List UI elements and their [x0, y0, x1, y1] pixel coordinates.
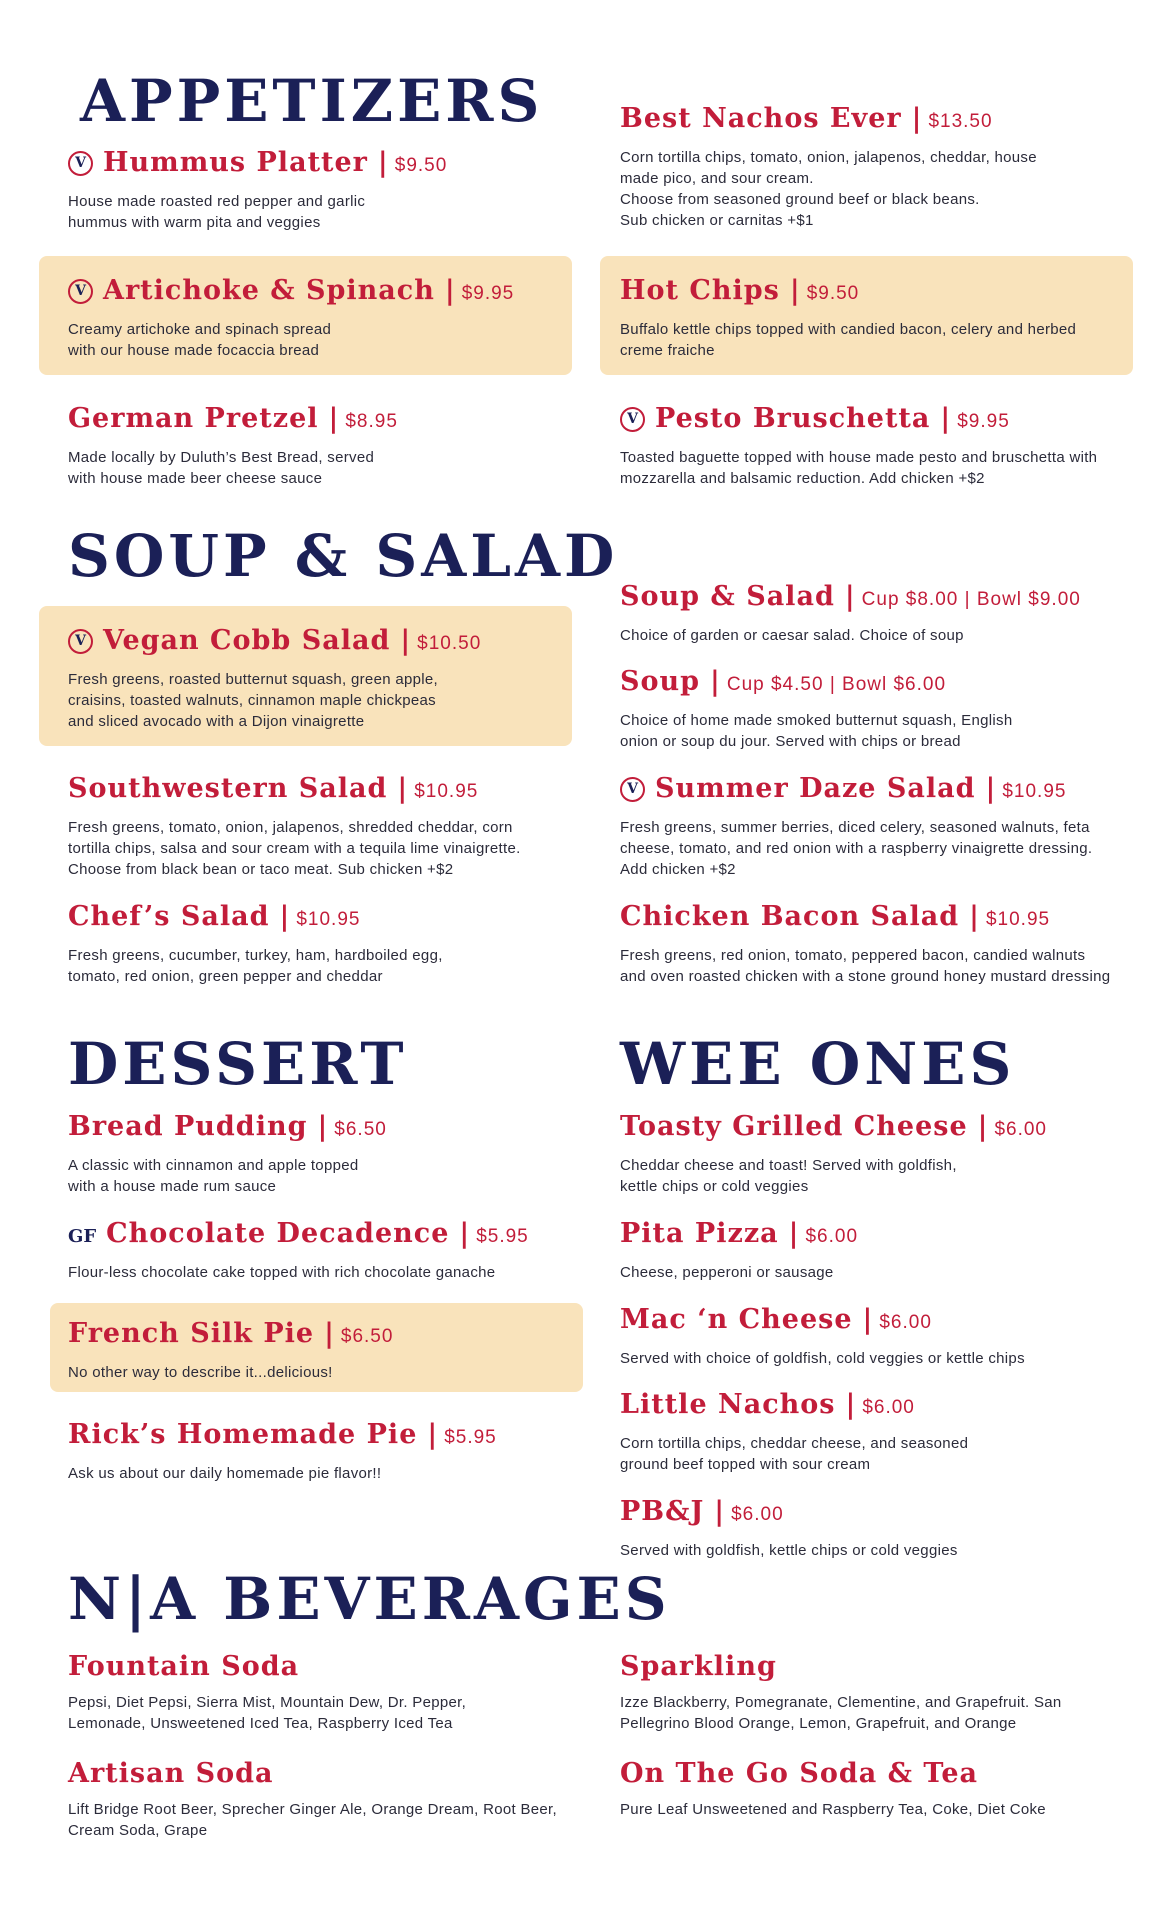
- description-line: creme fraiche: [620, 342, 715, 359]
- description-line: Flour-less chocolate cake topped with rich chocolate ganache: [68, 1264, 496, 1281]
- item-name: Pesto Bruschetta: [655, 403, 931, 434]
- description-line: Cream Soda, Grape: [68, 1822, 208, 1839]
- vegetarian-icon: V: [620, 407, 645, 432]
- description-line: A classic with cinnamon and apple topped: [68, 1157, 359, 1174]
- description-line: Izze Blackberry, Pomegranate, Clementine, and Grapefruit. San: [620, 1694, 1062, 1711]
- item-price: $6.00: [879, 1312, 932, 1333]
- item-heading: [620, 102, 1140, 139]
- separator: |: [377, 147, 389, 178]
- item-heading: [620, 1388, 1140, 1425]
- menu-item-pita-pizza: [620, 1217, 1140, 1283]
- item-price: $6.00: [994, 1119, 1047, 1140]
- description-line: Pure Leaf Unsweetened and Raspberry Tea, Coke, Diet Coke: [620, 1801, 1046, 1818]
- item-heading: [68, 274, 514, 311]
- separator: |: [397, 773, 409, 804]
- separator: |: [788, 1218, 800, 1249]
- item-name: Bread Pudding: [68, 1111, 308, 1142]
- separator: |: [844, 581, 856, 612]
- item-price: Cup $8.00 | Bowl $9.00: [861, 589, 1081, 610]
- item-price: $9.95: [957, 411, 1010, 432]
- item-heading: [620, 665, 1140, 702]
- item-name: Vegan Cobb Salad: [103, 625, 391, 656]
- description-line: ground beef topped with sour cream: [620, 1456, 871, 1473]
- item-description: [68, 1692, 568, 1734]
- item-price: $13.50: [928, 111, 993, 132]
- item-description: [68, 669, 481, 732]
- vegetarian-icon: V: [68, 151, 93, 176]
- separator: |: [328, 403, 340, 434]
- item-name: Summer Daze Salad: [655, 773, 976, 804]
- item-heading: [68, 624, 481, 661]
- menu-item-hummus-platter: [68, 146, 548, 233]
- item-description: [620, 945, 1150, 987]
- description-line: Sub chicken or carnitas +$1: [620, 212, 814, 229]
- description-line: and sliced avocado with a Dijon vinaigrette: [68, 713, 365, 730]
- description-line: Add chicken +$2: [620, 861, 736, 878]
- menu-item-french-silk-pie: [50, 1303, 583, 1392]
- menu-item-soup-and-salad: [620, 580, 1140, 646]
- item-description: [620, 710, 1140, 752]
- item-heading: [620, 580, 1140, 617]
- item-heading: [620, 1650, 1140, 1684]
- item-name: PB&J: [620, 1496, 705, 1527]
- section-title-dessert: DESSERT: [68, 1030, 408, 1098]
- item-description: [68, 447, 548, 489]
- separator: |: [977, 1111, 989, 1142]
- item-price: Cup $4.50 | Bowl $6.00: [726, 674, 947, 695]
- menu-item-chefs-salad: [68, 900, 548, 987]
- item-name: Mac ‘n Cheese: [620, 1304, 853, 1335]
- item-description: [68, 1362, 393, 1383]
- vegetarian-icon: V: [68, 629, 93, 654]
- description-line: Creamy artichoke and spinach spread: [68, 321, 332, 338]
- description-line: House made roasted red pepper and garlic: [68, 193, 366, 210]
- item-description: [620, 1262, 1140, 1283]
- item-heading: [620, 1495, 1140, 1532]
- item-description: [620, 147, 1140, 231]
- description-line: Choose from seasoned ground beef or black beans.: [620, 191, 980, 208]
- item-name: Chef’s Salad: [68, 901, 270, 932]
- item-price: $5.95: [476, 1226, 529, 1247]
- item-name: German Pretzel: [68, 403, 319, 434]
- separator: |: [845, 1389, 857, 1420]
- item-heading: [620, 274, 1076, 311]
- item-price: $9.50: [806, 283, 860, 304]
- item-heading: [68, 900, 548, 937]
- menu-item-german-pretzel: [68, 402, 548, 489]
- separator: |: [862, 1304, 874, 1335]
- menu-item-little-nachos: [620, 1388, 1140, 1475]
- description-line: mozzarella and balsamic reduction. Add chicken +$2: [620, 470, 985, 487]
- description-line: Choice of garden or caesar salad. Choice of soup: [620, 627, 964, 644]
- menu-item-mac-n-cheese: [620, 1303, 1140, 1369]
- item-price: $10.50: [417, 633, 482, 654]
- description-line: Toasted baguette topped with house made pesto and bruschetta with: [620, 449, 1098, 466]
- item-description: [620, 1348, 1140, 1369]
- item-price: $10.95: [296, 909, 361, 930]
- menu-item-pbj: [620, 1495, 1140, 1561]
- section-title-beverages: N|A BEVERAGES: [68, 1565, 671, 1633]
- menu-item-pesto-bruschetta: [620, 402, 1140, 489]
- item-heading: [620, 1303, 1140, 1340]
- description-line: Ask us about our daily homemade pie flavor!!: [68, 1465, 382, 1482]
- item-price: $6.00: [731, 1504, 784, 1525]
- item-price: $9.50: [394, 155, 448, 176]
- menu-item-chicken-bacon-salad: [620, 900, 1150, 987]
- item-heading: [620, 900, 1150, 937]
- item-name: Artisan Soda: [68, 1758, 274, 1789]
- item-name: Rick’s Homemade Pie: [68, 1419, 418, 1450]
- item-name: Hummus Platter: [103, 147, 368, 178]
- item-description: [68, 1799, 578, 1841]
- menu-item-fountain-soda: [68, 1650, 568, 1734]
- item-name: Little Nachos: [620, 1389, 836, 1420]
- description-line: and oven roasted chicken with a stone ground honey mustard dressing: [620, 968, 1111, 985]
- item-description: [620, 1799, 1140, 1820]
- separator: |: [317, 1111, 329, 1142]
- item-heading: [620, 402, 1140, 439]
- item-name: Fountain Soda: [68, 1651, 300, 1682]
- item-name: Toasty Grilled Cheese: [620, 1111, 968, 1142]
- description-line: Fresh greens, roasted butternut squash, green apple,: [68, 671, 438, 688]
- description-line: Fresh greens, red onion, tomato, peppered bacon, candied walnuts: [620, 947, 1086, 964]
- item-heading: [68, 146, 548, 183]
- menu-item-on-the-go-soda-tea: [620, 1757, 1140, 1820]
- item-name: Hot Chips: [620, 275, 780, 306]
- menu-item-artichoke-spinach: [39, 256, 572, 375]
- separator: |: [985, 773, 997, 804]
- separator: |: [279, 901, 291, 932]
- item-heading: [68, 1110, 548, 1147]
- item-heading: [620, 1217, 1140, 1254]
- item-price: $6.50: [340, 1326, 394, 1347]
- item-name: Southwestern Salad: [68, 773, 388, 804]
- description-line: hummus with warm pita and veggies: [68, 214, 321, 231]
- menu-item-chocolate-decadence: [68, 1217, 568, 1283]
- item-name: Chicken Bacon Salad: [620, 901, 960, 932]
- item-price: $8.95: [345, 411, 398, 432]
- description-line: Made locally by Duluth’s Best Bread, served: [68, 449, 375, 466]
- description-line: Fresh greens, cucumber, turkey, ham, hardboiled egg,: [68, 947, 443, 964]
- item-heading: [68, 402, 548, 439]
- vegetarian-icon: V: [620, 777, 645, 802]
- separator: |: [940, 403, 952, 434]
- item-heading: [68, 1650, 568, 1684]
- menu-item-southwestern-salad: [68, 772, 568, 880]
- menu-item-toasty-grilled-cheese: [620, 1110, 1140, 1197]
- description-line: craisins, toasted walnuts, cinnamon maple chickpeas: [68, 692, 436, 709]
- description-line: Buffalo kettle chips topped with candied bacon, celery and herbed: [620, 321, 1077, 338]
- description-line: Choice of home made smoked butternut squash, English: [620, 712, 1013, 729]
- item-price: $10.95: [414, 781, 479, 802]
- item-name: On The Go Soda & Tea: [620, 1758, 979, 1789]
- item-heading: [68, 1217, 568, 1254]
- description-line: tortilla chips, salsa and sour cream with a tequila lime vinaigrette.: [68, 840, 521, 857]
- description-line: Cheddar cheese and toast! Served with goldfish,: [620, 1157, 957, 1174]
- description-line: Choose from black bean or taco meat. Sub chicken +$2: [68, 861, 454, 878]
- description-line: Fresh greens, summer berries, diced celery, seasoned walnuts, feta: [620, 819, 1090, 836]
- description-line: with a house made rum sauce: [68, 1178, 277, 1195]
- menu-item-summer-daze-salad: [620, 772, 1140, 880]
- separator: |: [324, 1318, 335, 1349]
- description-line: onion or soup du jour. Served with chips or bread: [620, 733, 961, 750]
- item-price: $10.95: [985, 909, 1051, 930]
- item-heading: [620, 772, 1140, 809]
- description-line: made pico, and sour cream.: [620, 170, 814, 187]
- separator: |: [459, 1218, 471, 1249]
- item-name: Pita Pizza: [620, 1218, 779, 1249]
- separator: |: [969, 901, 980, 932]
- item-description: [620, 1433, 1140, 1475]
- description-line: Served with goldfish, kettle chips or cold veggies: [620, 1542, 958, 1559]
- description-line: kettle chips or cold veggies: [620, 1178, 809, 1195]
- item-price: $6.00: [805, 1226, 859, 1247]
- separator: |: [789, 275, 801, 306]
- gluten-free-icon: GF: [68, 1226, 97, 1247]
- description-line: No other way to describe it...delicious!: [68, 1364, 333, 1381]
- item-description: [620, 319, 1076, 361]
- menu-item-sparkling: [620, 1650, 1140, 1734]
- menu-item-ricks-homemade-pie: [68, 1418, 548, 1484]
- section-title-soup-salad: SOUP & SALAD: [68, 522, 619, 590]
- description-line: Fresh greens, tomato, onion, jalapenos, shredded cheddar, corn: [68, 819, 513, 836]
- section-title-wee-ones: WEE ONES: [620, 1030, 1016, 1098]
- item-name: Soup: [620, 666, 701, 697]
- description-line: Lift Bridge Root Beer, Sprecher Ginger Ale, Orange Dream, Root Beer,: [68, 1801, 557, 1818]
- description-line: Corn tortilla chips, tomato, onion, jalapenos, cheddar, house: [620, 149, 1037, 166]
- item-name: Artichoke & Spinach: [103, 275, 435, 306]
- description-line: cheese, tomato, and red onion with a raspberry vinaigrette dressing.: [620, 840, 1093, 857]
- menu-item-bread-pudding: [68, 1110, 548, 1197]
- menu-item-best-nachos-ever: [620, 102, 1140, 231]
- item-name: Sparkling: [620, 1651, 777, 1682]
- description-line: tomato, red onion, green pepper and cheddar: [68, 968, 383, 985]
- item-price: $6.00: [862, 1397, 915, 1418]
- item-description: [620, 1155, 1140, 1197]
- item-name: Soup & Salad: [620, 581, 835, 612]
- separator: |: [444, 275, 456, 306]
- vegetarian-icon: V: [68, 279, 93, 304]
- item-description: [68, 191, 548, 233]
- item-price: $6.50: [334, 1119, 387, 1140]
- item-description: [68, 945, 548, 987]
- item-description: [68, 1463, 548, 1484]
- description-line: with house made beer cheese sauce: [68, 470, 323, 487]
- item-heading: [620, 1110, 1140, 1147]
- item-description: [620, 817, 1140, 880]
- separator: |: [710, 666, 721, 697]
- item-description: [68, 1155, 548, 1197]
- item-heading: [68, 1418, 548, 1455]
- item-name: French Silk Pie: [68, 1318, 315, 1349]
- separator: |: [400, 625, 412, 656]
- menu-item-artisan-soda: [68, 1757, 578, 1841]
- description-line: Cheese, pepperoni or sausage: [620, 1264, 834, 1281]
- item-name: Best Nachos Ever: [620, 103, 902, 134]
- item-description: [68, 817, 568, 880]
- item-description: [68, 319, 514, 361]
- item-heading: [68, 1757, 578, 1791]
- description-line: Pepsi, Diet Pepsi, Sierra Mist, Mountain Dew, Dr. Pepper,: [68, 1694, 467, 1711]
- item-description: [620, 447, 1140, 489]
- item-price: $9.95: [461, 283, 515, 304]
- item-heading: [620, 1757, 1140, 1791]
- separator: |: [427, 1419, 439, 1450]
- description-line: Served with choice of goldfish, cold veggies or kettle chips: [620, 1350, 1025, 1367]
- description-line: Lemonade, Unsweetened Iced Tea, Raspberry Iced Tea: [68, 1715, 453, 1732]
- menu-item-vegan-cobb-salad: [39, 606, 572, 746]
- item-heading: [68, 1317, 393, 1354]
- menu-item-hot-chips: [600, 256, 1133, 375]
- description-line: Corn tortilla chips, cheddar cheese, and seasoned: [620, 1435, 969, 1452]
- menu-item-soup: [620, 665, 1140, 752]
- item-description: [620, 625, 1140, 646]
- item-name: Chocolate Decadence: [106, 1218, 450, 1249]
- separator: |: [714, 1496, 726, 1527]
- section-title-appetizers: APPETIZERS: [80, 67, 544, 135]
- item-description: [620, 1540, 1140, 1561]
- item-price: $5.95: [444, 1427, 497, 1448]
- description-line: with our house made focaccia bread: [68, 342, 320, 359]
- item-heading: [68, 772, 568, 809]
- description-line: Pellegrino Blood Orange, Lemon, Grapefruit, and Orange: [620, 1715, 1017, 1732]
- item-description: [620, 1692, 1140, 1734]
- item-price: $10.95: [1002, 781, 1067, 802]
- item-description: [68, 1262, 568, 1283]
- separator: |: [911, 103, 923, 134]
